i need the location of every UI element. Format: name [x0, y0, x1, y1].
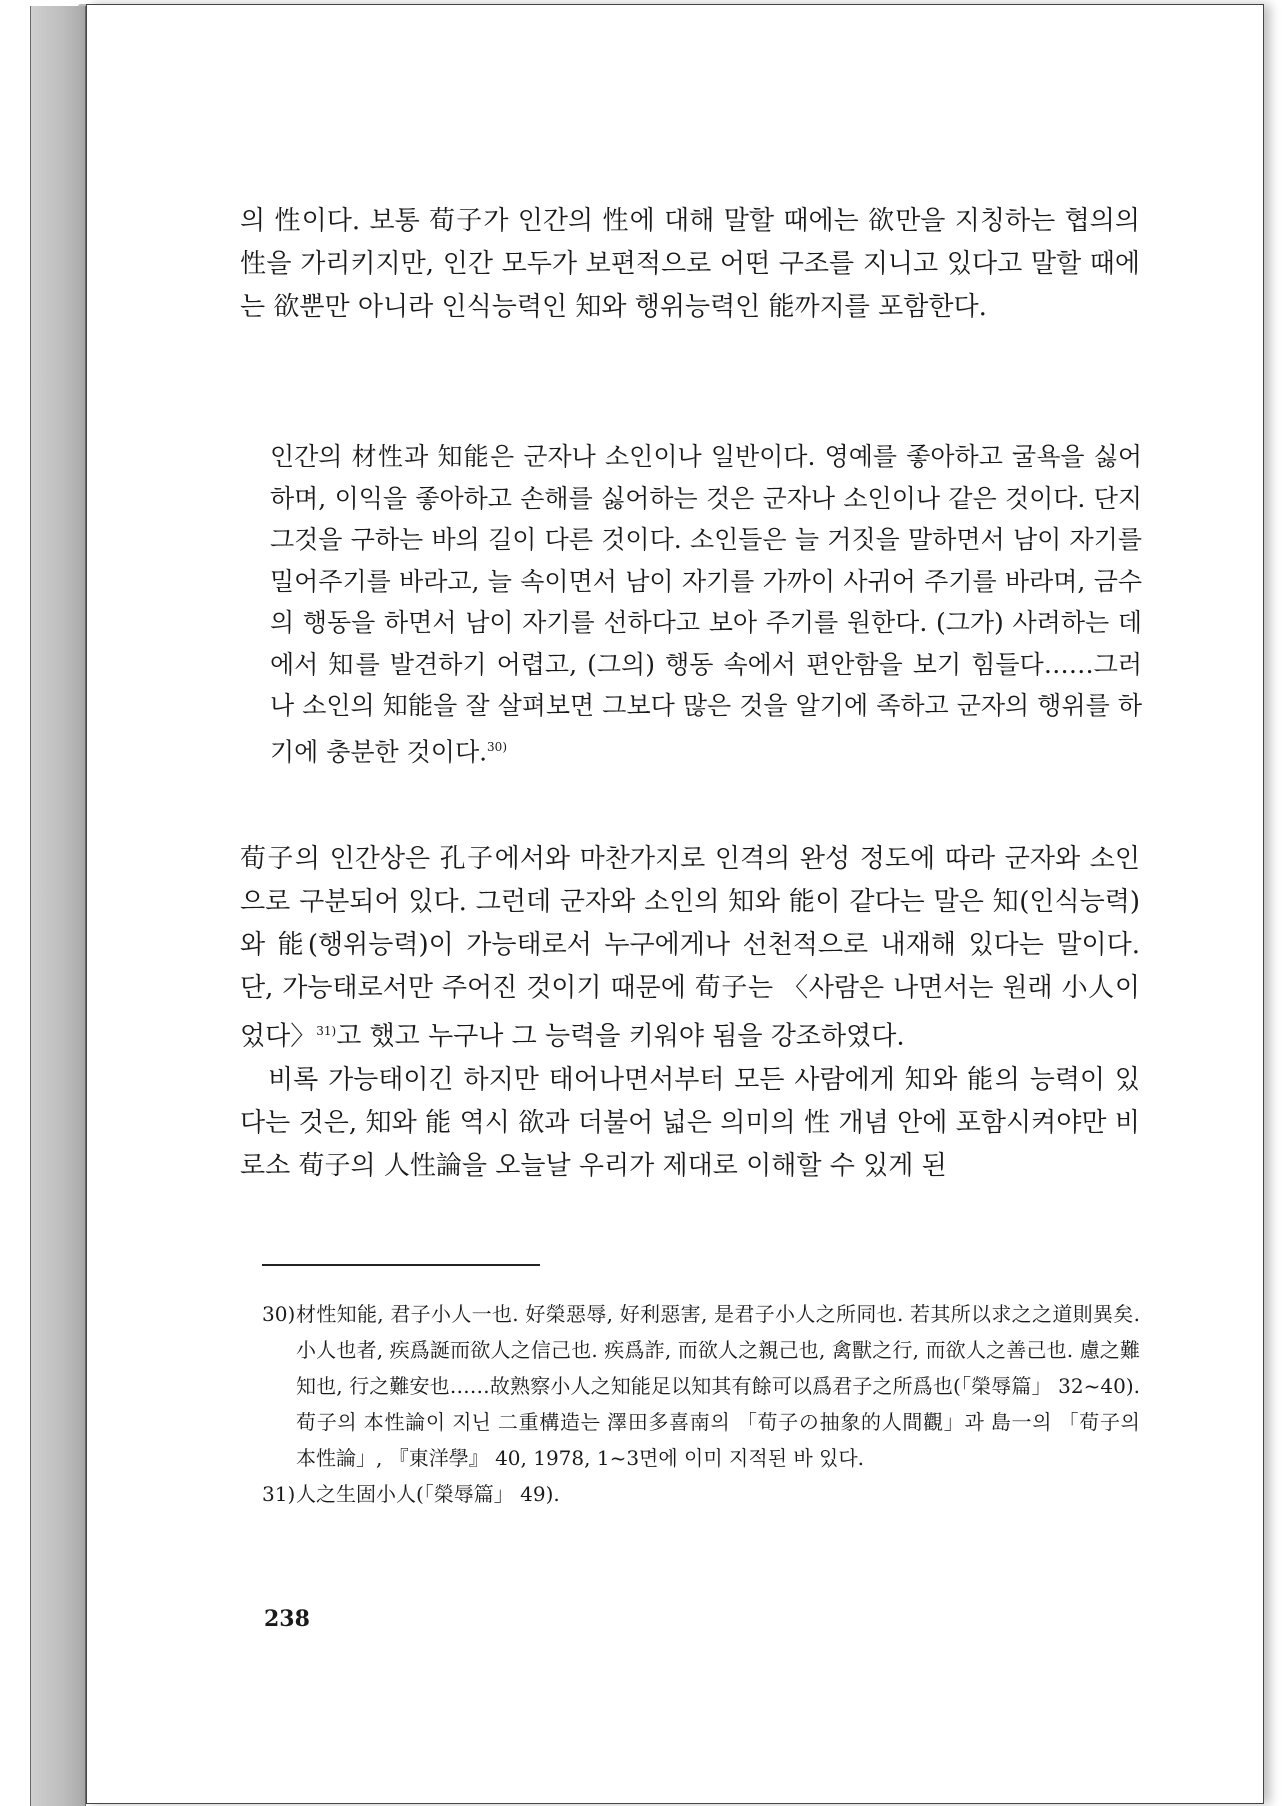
- footnote-number: 30): [262, 1302, 296, 1326]
- footnotes: [262, 1296, 1140, 1512]
- footnote-text: 人之生固小人(「榮辱篇」 49).: [296, 1482, 560, 1506]
- block-quote: [270, 436, 1142, 772]
- paragraph-2-text-b: 고 했고 누구나 그 능력을 키워야 됨을 강조하였다.: [336, 1021, 905, 1052]
- footnote-divider: [262, 1264, 540, 1266]
- quote-body: 인간의 材性과 知能은 군자나 소인이나 일반이다. 영예를 좋아하고 굴욕을 싫어하며, 이익을 좋아하고 손해를 싫어하는 것은 군자나 소인이나 같은 것이다. 단지 그것을 구하는 바의 길이 다른 것이다. 소인들은 늘 거짓을 말하면서 남이 자기를 밀어주기를 바라고, 늘 속이면서 남이 자기를 가까이 사귀어 주기를 바라며, 금수의 행동을 하면서 남이 자기를 선하다고 보아 주기를 원한다. (그가) 사려하는 데에서 知를 발견하기 어렵고, (그의) 행동 속에서 편안함을 보기 힘들다……그러나 소인의 知能을 잘 살펴보면 그보다 많은 것을 알기에 족하고 군자의 행위를 하기에 충분한 것이다.: [270, 442, 1142, 766]
- paragraph-text: 의 性이다. 보통 荀子가 인간의 性에 대해 말할 때에는 欲만을 지칭하는 협의의 性을 가리키지만, 인간 모두가 보편적으로 어떤 구조를 지니고 있다고 말할 때에는 欲뿐만 아니라 인식능력인 知와 행위능력인 能까지를 포함한다.: [240, 206, 1140, 322]
- quote-text: [270, 436, 1142, 772]
- body-paragraph-1: [240, 200, 1140, 329]
- footnote-30: [262, 1296, 1140, 1476]
- body-section-2: [240, 838, 1140, 1188]
- footnote-ref-31: 31): [316, 1024, 337, 1038]
- body-paragraph-2: [240, 838, 1140, 1059]
- footnote-31: [262, 1476, 1140, 1512]
- footnote-number: 31): [262, 1482, 296, 1506]
- page-number: 238: [264, 1606, 310, 1632]
- footnote-ref-30: 30): [487, 739, 507, 754]
- footnote-text: 材性知能, 君子小人一也. 好榮惡辱, 好利惡害, 是君子小人之所同也. 若其所以求之之道則異矣. 小人也者, 疾爲誕而欲人之信己也. 疾爲詐, 而欲人之親己也, 禽獸之行, 而欲人之善己也. 慮之難知也, 行之難安也……故熟察小人之知能足以知其有餘可以爲君子之所爲也(「榮辱篇」 32~40). 荀子의 本性論이 지닌 二重構造는 澤田多喜南의 「荀子の抽象的人間觀」과 島一의 「荀子의 本性論」, 『東洋學』 40, 1978, 1~3면에 이미 지적된 바 있다.: [296, 1302, 1140, 1470]
- body-paragraph-3: 비록 가능태이긴 하지만 태어나면서부터 모든 사람에게 知와 能의 능력이 있다는 것은, 知와 能 역시 欲과 더불어 넓은 의미의 性 개념 안에 포함시켜야만 비로소 荀子의 人性論을 오늘날 우리가 제대로 이해할 수 있게 된: [240, 1064, 1140, 1181]
- book-spine: [30, 6, 86, 1806]
- paragraph-2-text-a: 荀子의 인간상은 孔子에서와 마찬가지로 인격의 완성 정도에 따라 군자와 소인으로 구분되어 있다. 그런데 군자와 소인의 知와 能이 같다는 말은 知(인식능력)와 能(행위능력)이 가능태로서 누구에게나 선천적으로 내재해 있다는 말이다. 단, 가능태로서만 주어진 것이기 때문에 荀子는 〈사람은 나면서는 원래 小人이었다〉: [240, 844, 1140, 1052]
